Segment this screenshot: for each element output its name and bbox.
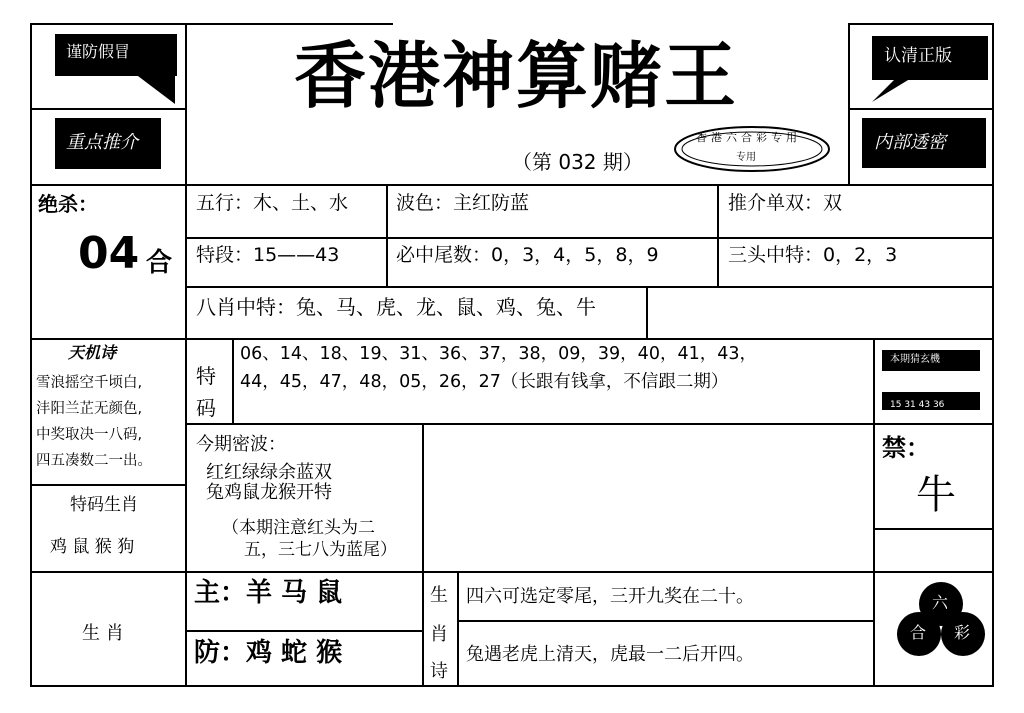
wuxing: 五行：木、土、水 bbox=[196, 192, 349, 214]
side-box-bottom-text: 15 31 43 36 bbox=[890, 400, 945, 410]
divider bbox=[646, 286, 648, 339]
tianji-line: 沣阳兰芷无颜色, bbox=[36, 401, 143, 417]
fang: 防：鸡 蛇 猴 bbox=[194, 638, 343, 668]
issue-number: （第 032 期） bbox=[512, 150, 643, 174]
bose: 波色：主红防蓝 bbox=[396, 192, 530, 214]
divider bbox=[232, 338, 234, 423]
kill-suffix: 合 bbox=[146, 248, 173, 278]
kill-number: 04 bbox=[78, 228, 140, 279]
danshuang: 推介单双：双 bbox=[728, 192, 843, 214]
border-right bbox=[992, 23, 994, 686]
divider bbox=[422, 423, 424, 573]
divider bbox=[873, 528, 994, 530]
speech-tail-icon bbox=[860, 74, 920, 106]
kill-label: 绝杀： bbox=[38, 192, 98, 216]
tema-label: 码 bbox=[196, 396, 216, 420]
shi-label: 诗 bbox=[430, 661, 448, 682]
tema-numbers: 06、14、18、19、31、36、37，38，09，39，40，41，43， bbox=[240, 344, 757, 364]
mibo-note: 五，三七八为蓝尾） bbox=[244, 540, 397, 560]
divider bbox=[848, 108, 994, 110]
divider bbox=[185, 423, 994, 425]
divider bbox=[30, 571, 994, 573]
santou: 三头中特：0，2，3 bbox=[728, 244, 898, 266]
border-top-right bbox=[848, 23, 994, 25]
shengxiao-label: 生 肖 bbox=[82, 623, 124, 644]
seal-text: 香港六合彩专用 bbox=[696, 131, 801, 144]
top-right-badge-text: 认清正版 bbox=[884, 46, 952, 66]
mibo-line: 兔鸡鼠龙猴开特 bbox=[206, 482, 332, 503]
divider bbox=[185, 237, 994, 239]
right-label: 内部透密 bbox=[874, 132, 946, 153]
left-label: 重点推介 bbox=[66, 132, 138, 153]
page-title: 香港神算赌王 bbox=[294, 34, 739, 118]
divider bbox=[185, 23, 187, 686]
baxiao: 八肖中特：兔、马、虎、龙、鼠、鸡、兔、牛 bbox=[196, 295, 596, 319]
divider bbox=[457, 620, 873, 622]
poem-line: 四六可选定零尾，三开九奖在二十。 bbox=[466, 586, 754, 607]
divider bbox=[717, 184, 719, 287]
divider bbox=[422, 571, 424, 686]
tema-label: 特 bbox=[196, 364, 216, 388]
border-top bbox=[30, 23, 393, 25]
border-left bbox=[30, 23, 32, 686]
logo-left: 合 bbox=[910, 623, 927, 642]
mibo-note: （本期注意红头为二 bbox=[222, 518, 375, 538]
shi-label: 肖 bbox=[430, 624, 448, 645]
speech-tail-icon bbox=[120, 70, 180, 110]
seal-bottom: 专用 bbox=[736, 152, 756, 163]
side-box-top-text: 本期猜玄機 bbox=[890, 354, 940, 365]
mibo-line: 红红绿绿余蓝双 bbox=[206, 462, 332, 483]
logo-top: 六 bbox=[932, 593, 949, 612]
divider bbox=[30, 484, 187, 486]
divider bbox=[185, 286, 994, 288]
divider bbox=[386, 184, 388, 287]
top-left-badge-text: 谨防假冒 bbox=[66, 42, 131, 61]
tianji-line: 四五凑数二一出。 bbox=[36, 453, 152, 469]
tema-numbers: 44，45，47，48，05，26，27（长跟有钱拿，不信跟二期） bbox=[240, 372, 729, 392]
tianji-heading: 天机诗 bbox=[68, 343, 117, 362]
tema-shengxiao-label: 特码生肖 bbox=[70, 495, 138, 515]
shi-label: 生 bbox=[430, 585, 448, 606]
mibo-heading: 今期密波： bbox=[196, 434, 286, 455]
poem-line: 兔遇老虎上清天，虎最一二后开四。 bbox=[466, 644, 754, 665]
border-bottom bbox=[30, 685, 994, 687]
zhu: 主：羊 马 鼠 bbox=[194, 578, 343, 608]
divider bbox=[30, 184, 994, 186]
tianji-line: 雪浪摇空千顷白, bbox=[36, 375, 143, 391]
ban-label: 禁： bbox=[882, 434, 930, 462]
teduan: 特段：15——43 bbox=[196, 244, 340, 266]
tianji-line: 中奖取决一八码, bbox=[36, 427, 143, 443]
divider bbox=[848, 23, 850, 185]
divider bbox=[185, 630, 422, 632]
tema-shengxiao-value: 鸡 鼠 猴 狗 bbox=[50, 537, 135, 557]
logo-right: 彩 bbox=[954, 623, 971, 642]
ban-value: 牛 bbox=[916, 472, 956, 518]
divider bbox=[873, 338, 875, 686]
weishu: 必中尾数：0，3，4，5，8，9 bbox=[396, 244, 659, 266]
divider bbox=[457, 571, 459, 686]
divider bbox=[30, 338, 994, 340]
